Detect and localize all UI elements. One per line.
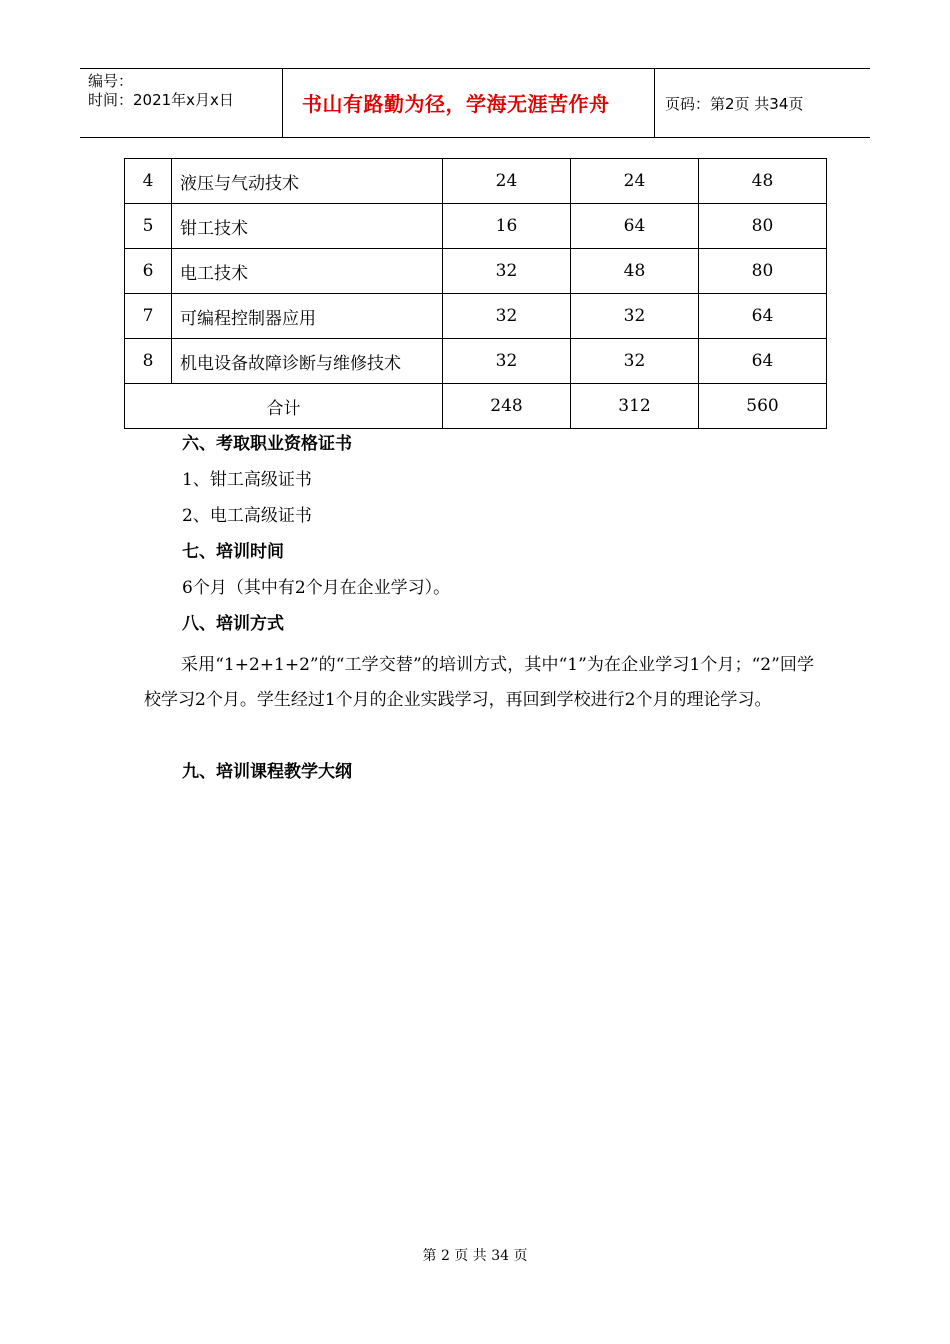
row-number: 5 (125, 204, 172, 249)
table-row (125, 159, 827, 204)
header-page-info: 页码：第2页 共34页 (665, 95, 804, 113)
training-time-text: 6个月（其中有2个月在企业学习）。 (182, 578, 451, 598)
table-total-row (125, 384, 827, 429)
certificate-item: 1、钳工高级证书 (182, 470, 312, 490)
theory-hours: 32 (443, 294, 571, 339)
section-heading-syllabus: 九、培训课程教学大纲 (182, 762, 352, 782)
page-header (80, 68, 870, 138)
theory-hours: 32 (443, 249, 571, 294)
course-name: 液压与气动技术 (172, 159, 443, 204)
course-name: 电工技术 (172, 249, 443, 294)
table-row (125, 249, 827, 294)
total-hours: 80 (699, 249, 827, 294)
table-row (125, 339, 827, 384)
theory-hours: 32 (443, 339, 571, 384)
row-number: 8 (125, 339, 172, 384)
section-heading-training-time: 七、培训时间 (182, 542, 284, 562)
table-row (125, 204, 827, 249)
practice-hours: 64 (571, 204, 699, 249)
total-hours: 80 (699, 204, 827, 249)
training-method-paragraph: 采用“1+2+1+2”的“工学交替”的培训方式，其中“1”为在企业学习1个月；“2”回学校学习2个月。学生经过1个月的企业实践学习，再回到学校进行2个月的理论学习。 (144, 655, 814, 710)
page-footer: 第 2 页 共 34 页 (422, 1248, 528, 1264)
total-hours: 48 (699, 159, 827, 204)
total-hours: 64 (699, 294, 827, 339)
row-number: 7 (125, 294, 172, 339)
course-name: 机电设备故障诊断与维修技术 (172, 339, 443, 384)
practice-hours: 32 (571, 339, 699, 384)
course-hours-table (124, 158, 827, 429)
practice-hours: 48 (571, 249, 699, 294)
total-theory-hours: 248 (443, 384, 571, 429)
practice-hours: 32 (571, 294, 699, 339)
total-hours: 64 (699, 339, 827, 384)
header-divider (654, 69, 655, 137)
section-heading-training-method: 八、培训方式 (182, 614, 284, 634)
theory-hours: 24 (443, 159, 571, 204)
row-number: 6 (125, 249, 172, 294)
certificate-item: 2、电工高级证书 (182, 506, 312, 526)
practice-hours: 24 (571, 159, 699, 204)
course-name: 钳工技术 (172, 204, 443, 249)
section-heading-certificates: 六、考取职业资格证书 (182, 434, 352, 454)
course-name: 可编程控制器应用 (172, 294, 443, 339)
row-number: 4 (125, 159, 172, 204)
total-all-hours: 560 (699, 384, 827, 429)
document-number-label: 编号： (88, 72, 134, 90)
total-practice-hours: 312 (571, 384, 699, 429)
document-date: 时间：2021年x月x日 (88, 91, 234, 109)
theory-hours: 16 (443, 204, 571, 249)
table-row (125, 294, 827, 339)
total-label: 合计 (125, 384, 443, 429)
header-motto: 书山有路勤为径，学海无涯苦作舟 (302, 92, 610, 116)
header-divider (282, 69, 283, 137)
